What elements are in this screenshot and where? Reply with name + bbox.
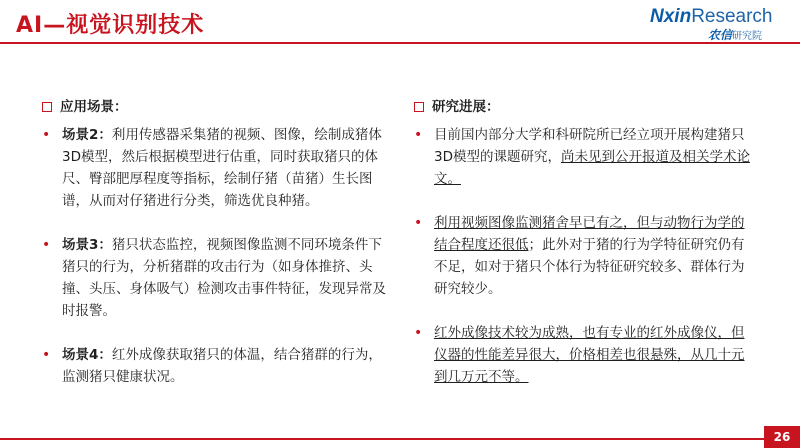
list-item-body (434, 322, 754, 388)
logo-nxin-text: Nxin (650, 6, 692, 27)
bullet-dot-icon: • (42, 127, 51, 143)
list-item-body (62, 344, 392, 388)
logo-subtitle (708, 26, 762, 43)
square-bullet-icon (414, 102, 424, 112)
list-item-body (434, 212, 754, 300)
scenario-text: 红外成像获取猪只的体温，结合猪群的行为，监测猪只健康状况。 (62, 347, 382, 385)
bullet-dot-icon: • (42, 237, 51, 253)
scenario-text: 利用传感器采集猪的视频、图像，绘制成猪体3D模型，然后根据模型进行估重，同时获取猪只的体尺、臀部肥厚程度等指标，绘制仔猪（苗猪）生长图谱，从而对仔猪进行分类，筛选优良种猪。 (62, 127, 382, 209)
logo-research-text: Research (691, 6, 773, 27)
square-bullet-icon (42, 102, 52, 112)
list-item (42, 234, 392, 322)
section-heading (42, 96, 392, 118)
scenario-label: 场景2： (62, 127, 112, 143)
progress-underlined-text: 红外成像技术较为成熟，也有专业的红外成像仪，但仪器的性能差异很大，价格相差也很悬殊，从几十元到几万元不等。 (434, 325, 745, 385)
list-item (42, 124, 392, 212)
slide-title: AI—视觉识别技术 (16, 13, 205, 38)
progress-underlined-text: 尚未见到公开报道及相关学术论文。 (434, 149, 750, 187)
list-item-body (62, 124, 392, 212)
list-item-body (434, 124, 754, 190)
logo-cn-brand: 农信 (708, 28, 733, 42)
progress-text-after: ；此外对于猪的行为学特征研究仍有不足，如对于猪只个体行为特征研究较多、群体行为研究较少。 (434, 237, 745, 297)
bullet-dot-icon: • (414, 127, 423, 143)
logo-cn-org: 研究院 (732, 31, 763, 42)
bullet-dot-icon: • (42, 347, 51, 363)
title-divider (0, 42, 800, 44)
footer-divider (0, 438, 800, 440)
scenario-text: 猪只状态监控，视频图像监测不同环境条件下猪只的行为，分析猪群的攻击行为（如身体推挤、头撞、头压、身体吸气）检测攻击事件特征，发现异常及时报警。 (62, 237, 386, 319)
bullet-dot-icon: • (414, 215, 423, 231)
scenario-label: 场景4： (62, 347, 112, 363)
logo-wordmark (650, 6, 773, 28)
progress-underlined-text: 利用视频图像监测猪舍早已有之，但与动物行为学的结合程度还很低 (434, 215, 745, 253)
research-progress-column (414, 96, 754, 410)
section-heading (414, 96, 754, 118)
section-heading-text: 研究进展： (432, 99, 500, 115)
bullet-dot-icon: • (414, 325, 423, 341)
page-number: 26 (764, 426, 800, 448)
section-heading-text: 应用场景： (60, 99, 128, 115)
list-item-body (62, 234, 392, 322)
progress-text: 目前国内部分大学和科研院所已经立项开展构建猪只3D模型的课题研究， (434, 127, 745, 165)
application-scenarios-column (42, 96, 392, 410)
nxin-research-logo (650, 4, 796, 40)
list-item (414, 322, 754, 388)
list-item (42, 344, 392, 388)
list-item (414, 212, 754, 300)
list-item (414, 124, 754, 190)
scenario-label: 场景3： (62, 237, 112, 253)
